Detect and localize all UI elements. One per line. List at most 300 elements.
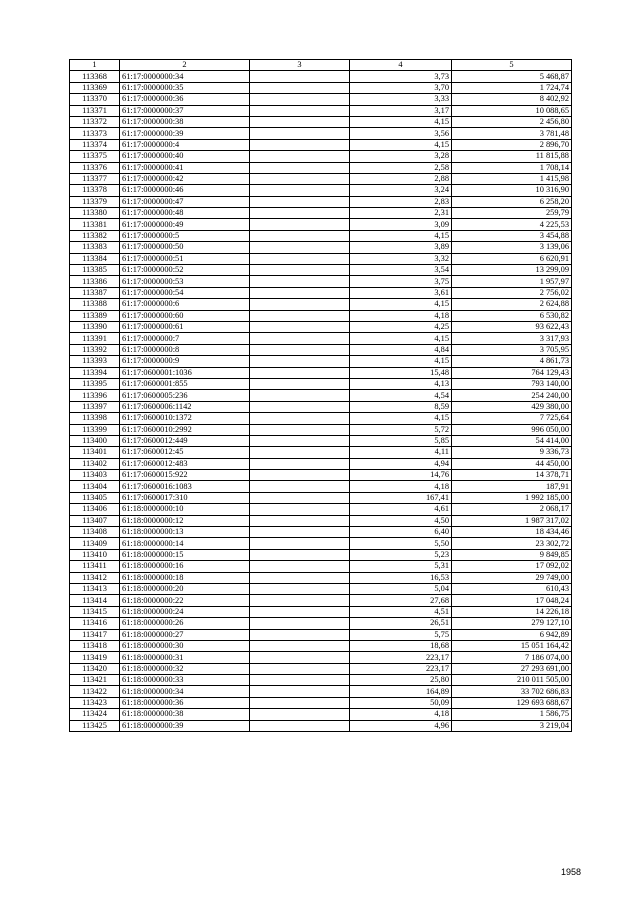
amount-cell: 6 530,82 <box>452 310 572 321</box>
cadastral-number-cell: 61:18:0000000:22 <box>120 595 250 606</box>
row-number-cell: 113412 <box>70 572 120 583</box>
value-cell: 5,50 <box>350 538 452 549</box>
empty-cell <box>250 367 350 378</box>
empty-cell <box>250 458 350 469</box>
value-cell: 4,54 <box>350 390 452 401</box>
empty-cell <box>250 583 350 594</box>
amount-cell: 10 088,65 <box>452 105 572 116</box>
amount-cell: 1 415,98 <box>452 173 572 184</box>
value-cell: 3,28 <box>350 151 452 162</box>
row-number-cell: 113409 <box>70 538 120 549</box>
row-number-cell: 113394 <box>70 367 120 378</box>
amount-cell: 4 861,73 <box>452 356 572 367</box>
amount-cell: 54 414,00 <box>452 435 572 446</box>
cadastral-number-cell: 61:17:0000000:47 <box>120 196 250 207</box>
table-row <box>70 230 572 241</box>
row-number-cell: 113378 <box>70 185 120 196</box>
row-number-cell: 113395 <box>70 378 120 389</box>
empty-cell <box>250 230 350 241</box>
amount-cell: 1 724,74 <box>452 82 572 93</box>
column-header: 4 <box>350 60 452 71</box>
empty-cell <box>250 709 350 720</box>
table-row <box>70 424 572 435</box>
cadastral-number-cell: 61:17:0600012:483 <box>120 458 250 469</box>
cadastral-number-cell: 61:18:0000000:39 <box>120 720 250 731</box>
amount-cell: 9 336,73 <box>452 447 572 458</box>
empty-cell <box>250 697 350 708</box>
cadastral-number-cell: 61:17:0600001:855 <box>120 378 250 389</box>
empty-cell <box>250 492 350 503</box>
amount-cell: 2 756,02 <box>452 287 572 298</box>
row-number-cell: 113396 <box>70 390 120 401</box>
data-table <box>69 59 572 732</box>
value-cell: 8,59 <box>350 401 452 412</box>
cadastral-number-cell: 61:18:0000000:13 <box>120 527 250 538</box>
row-number-cell: 113422 <box>70 686 120 697</box>
value-cell: 27,68 <box>350 595 452 606</box>
empty-cell <box>250 549 350 560</box>
row-number-cell: 113404 <box>70 481 120 492</box>
amount-cell: 129 693 688,67 <box>452 697 572 708</box>
row-number-cell: 113375 <box>70 151 120 162</box>
cadastral-number-cell: 61:18:0000000:27 <box>120 629 250 640</box>
row-number-cell: 113387 <box>70 287 120 298</box>
amount-cell: 3 705,95 <box>452 344 572 355</box>
amount-cell: 210 011 505,00 <box>452 675 572 686</box>
empty-cell <box>250 640 350 651</box>
table-row <box>70 185 572 196</box>
value-cell: 4,84 <box>350 344 452 355</box>
empty-cell <box>250 299 350 310</box>
row-number-cell: 113373 <box>70 128 120 139</box>
cadastral-number-cell: 61:18:0000000:14 <box>120 538 250 549</box>
row-number-cell: 113386 <box>70 276 120 287</box>
table-row <box>70 515 572 526</box>
cadastral-number-cell: 61:18:0000000:24 <box>120 606 250 617</box>
amount-cell: 44 450,00 <box>452 458 572 469</box>
cadastral-number-cell: 61:17:0000000:60 <box>120 310 250 321</box>
value-cell: 4,18 <box>350 481 452 492</box>
empty-cell <box>250 572 350 583</box>
table-row <box>70 458 572 469</box>
row-number-cell: 113384 <box>70 253 120 264</box>
amount-cell: 2 896,70 <box>452 139 572 150</box>
cadastral-number-cell: 61:17:0600010:1372 <box>120 413 250 424</box>
amount-cell: 3 219,04 <box>452 720 572 731</box>
value-cell: 5,23 <box>350 549 452 560</box>
row-number-cell: 113385 <box>70 265 120 276</box>
value-cell: 3,61 <box>350 287 452 298</box>
empty-cell <box>250 82 350 93</box>
cadastral-number-cell: 61:17:0600005:236 <box>120 390 250 401</box>
empty-cell <box>250 321 350 332</box>
value-cell: 3,33 <box>350 94 452 105</box>
amount-cell: 259,79 <box>452 208 572 219</box>
cadastral-number-cell: 61:18:0000000:26 <box>120 618 250 629</box>
row-number-cell: 113393 <box>70 356 120 367</box>
cadastral-number-cell: 61:18:0000000:12 <box>120 515 250 526</box>
value-cell: 2,83 <box>350 196 452 207</box>
amount-cell: 1 586,75 <box>452 709 572 720</box>
row-number-cell: 113414 <box>70 595 120 606</box>
value-cell: 4,25 <box>350 321 452 332</box>
amount-cell: 27 293 691,00 <box>452 663 572 674</box>
table-row <box>70 549 572 560</box>
cadastral-number-cell: 61:17:0000000:7 <box>120 333 250 344</box>
table-row <box>70 447 572 458</box>
value-cell: 4,61 <box>350 504 452 515</box>
row-number-cell: 113381 <box>70 219 120 230</box>
amount-cell: 764 129,43 <box>452 367 572 378</box>
cadastral-number-cell: 61:18:0000000:10 <box>120 504 250 515</box>
empty-cell <box>250 287 350 298</box>
table-header-row <box>70 60 572 71</box>
table-row <box>70 470 572 481</box>
row-number-cell: 113401 <box>70 447 120 458</box>
cadastral-number-cell: 61:17:0000000:8 <box>120 344 250 355</box>
row-number-cell: 113368 <box>70 71 120 82</box>
amount-cell: 14 226,18 <box>452 606 572 617</box>
value-cell: 3,56 <box>350 128 452 139</box>
empty-cell <box>250 413 350 424</box>
row-number-cell: 113369 <box>70 82 120 93</box>
value-cell: 4,18 <box>350 310 452 321</box>
amount-cell: 9 849,85 <box>452 549 572 560</box>
amount-cell: 254 240,00 <box>452 390 572 401</box>
cadastral-number-cell: 61:17:0000000:40 <box>120 151 250 162</box>
value-cell: 25,80 <box>350 675 452 686</box>
amount-cell: 279 127,10 <box>452 618 572 629</box>
cadastral-number-cell: 61:17:0600010:2992 <box>120 424 250 435</box>
cadastral-number-cell: 61:17:0000000:38 <box>120 116 250 127</box>
cadastral-number-cell: 61:17:0000000:42 <box>120 173 250 184</box>
empty-cell <box>250 356 350 367</box>
cadastral-number-cell: 61:18:0000000:31 <box>120 652 250 663</box>
cadastral-number-cell: 61:17:0000000:48 <box>120 208 250 219</box>
amount-cell: 8 402,92 <box>452 94 572 105</box>
cadastral-number-cell: 61:17:0600015:922 <box>120 470 250 481</box>
table-row <box>70 333 572 344</box>
cadastral-number-cell: 61:17:0000000:6 <box>120 299 250 310</box>
row-number-cell: 113372 <box>70 116 120 127</box>
row-number-cell: 113398 <box>70 413 120 424</box>
empty-cell <box>250 276 350 287</box>
table-row <box>70 709 572 720</box>
table-row <box>70 139 572 150</box>
table-row <box>70 208 572 219</box>
amount-cell: 793 140,00 <box>452 378 572 389</box>
table-row <box>70 116 572 127</box>
empty-cell <box>250 515 350 526</box>
amount-cell: 13 299,09 <box>452 265 572 276</box>
amount-cell: 2 624,88 <box>452 299 572 310</box>
cadastral-number-cell: 61:17:0000000:61 <box>120 321 250 332</box>
value-cell: 26,51 <box>350 618 452 629</box>
empty-cell <box>250 310 350 321</box>
amount-cell: 1 987 317,02 <box>452 515 572 526</box>
empty-cell <box>250 595 350 606</box>
empty-cell <box>250 652 350 663</box>
table-row <box>70 595 572 606</box>
row-number-cell: 113389 <box>70 310 120 321</box>
amount-cell: 4 225,53 <box>452 219 572 230</box>
value-cell: 5,75 <box>350 629 452 640</box>
cadastral-number-cell: 61:17:0000000:53 <box>120 276 250 287</box>
row-number-cell: 113408 <box>70 527 120 538</box>
cadastral-number-cell: 61:17:0000000:5 <box>120 230 250 241</box>
empty-cell <box>250 151 350 162</box>
cadastral-number-cell: 61:17:0000000:52 <box>120 265 250 276</box>
row-number-cell: 113374 <box>70 139 120 150</box>
cadastral-number-cell: 61:18:0000000:16 <box>120 561 250 572</box>
row-number-cell: 113399 <box>70 424 120 435</box>
value-cell: 223,17 <box>350 663 452 674</box>
empty-cell <box>250 481 350 492</box>
table-row <box>70 321 572 332</box>
row-number-cell: 113383 <box>70 242 120 253</box>
value-cell: 6,40 <box>350 527 452 538</box>
value-cell: 223,17 <box>350 652 452 663</box>
cadastral-number-cell: 61:18:0000000:18 <box>120 572 250 583</box>
cadastral-number-cell: 61:17:0600016:1083 <box>120 481 250 492</box>
empty-cell <box>250 720 350 731</box>
row-number-cell: 113390 <box>70 321 120 332</box>
empty-cell <box>250 185 350 196</box>
row-number-cell: 113382 <box>70 230 120 241</box>
empty-cell <box>250 344 350 355</box>
table-row <box>70 151 572 162</box>
amount-cell: 2 456,80 <box>452 116 572 127</box>
cadastral-number-cell: 61:18:0000000:15 <box>120 549 250 560</box>
cadastral-number-cell: 61:18:0000000:36 <box>120 697 250 708</box>
empty-cell <box>250 116 350 127</box>
table-row <box>70 173 572 184</box>
table-row <box>70 640 572 651</box>
cadastral-number-cell: 61:17:0000000:4 <box>120 139 250 150</box>
table-row <box>70 481 572 492</box>
row-number-cell: 113410 <box>70 549 120 560</box>
empty-cell <box>250 390 350 401</box>
amount-cell: 6 942,89 <box>452 629 572 640</box>
amount-cell: 17 048,24 <box>452 595 572 606</box>
row-number-cell: 113388 <box>70 299 120 310</box>
amount-cell: 23 302,72 <box>452 538 572 549</box>
amount-cell: 187,91 <box>452 481 572 492</box>
amount-cell: 3 139,06 <box>452 242 572 253</box>
empty-cell <box>250 105 350 116</box>
column-header: 1 <box>70 60 120 71</box>
empty-cell <box>250 527 350 538</box>
empty-cell <box>250 538 350 549</box>
row-number-cell: 113377 <box>70 173 120 184</box>
row-number-cell: 113376 <box>70 162 120 173</box>
empty-cell <box>250 253 350 264</box>
amount-cell: 6 258,20 <box>452 196 572 207</box>
table-row <box>70 663 572 674</box>
row-number-cell: 113421 <box>70 675 120 686</box>
amount-cell: 3 317,93 <box>452 333 572 344</box>
cadastral-number-cell: 61:17:0000000:41 <box>120 162 250 173</box>
amount-cell: 429 380,00 <box>452 401 572 412</box>
value-cell: 4,15 <box>350 333 452 344</box>
empty-cell <box>250 242 350 253</box>
value-cell: 4,15 <box>350 356 452 367</box>
row-number-cell: 113379 <box>70 196 120 207</box>
empty-cell <box>250 561 350 572</box>
row-number-cell: 113418 <box>70 640 120 651</box>
cadastral-number-cell: 61:17:0000000:9 <box>120 356 250 367</box>
column-header: 3 <box>250 60 350 71</box>
cadastral-number-cell: 61:18:0000000:20 <box>120 583 250 594</box>
table-row <box>70 572 572 583</box>
cadastral-number-cell: 61:17:0000000:54 <box>120 287 250 298</box>
table-row <box>70 675 572 686</box>
cadastral-number-cell: 61:17:0600012:449 <box>120 435 250 446</box>
row-number-cell: 113371 <box>70 105 120 116</box>
amount-cell: 1 957,97 <box>452 276 572 287</box>
table-row <box>70 94 572 105</box>
empty-cell <box>250 173 350 184</box>
cadastral-number-cell: 61:17:0600001:1036 <box>120 367 250 378</box>
table-row <box>70 538 572 549</box>
cadastral-number-cell: 61:17:0000000:50 <box>120 242 250 253</box>
row-number-cell: 113400 <box>70 435 120 446</box>
value-cell: 4,15 <box>350 116 452 127</box>
value-cell: 5,04 <box>350 583 452 594</box>
value-cell: 3,75 <box>350 276 452 287</box>
value-cell: 4,15 <box>350 139 452 150</box>
empty-cell <box>250 686 350 697</box>
amount-cell: 3 781,48 <box>452 128 572 139</box>
row-number-cell: 113423 <box>70 697 120 708</box>
cadastral-number-cell: 61:18:0000000:32 <box>120 663 250 674</box>
amount-cell: 3 454,88 <box>452 230 572 241</box>
table-row <box>70 720 572 731</box>
row-number-cell: 113424 <box>70 709 120 720</box>
table-row <box>70 618 572 629</box>
value-cell: 4,11 <box>350 447 452 458</box>
amount-cell: 93 622,43 <box>452 321 572 332</box>
value-cell: 5,31 <box>350 561 452 572</box>
amount-cell: 18 434,46 <box>452 527 572 538</box>
value-cell: 4,51 <box>350 606 452 617</box>
page-number: 1958 <box>561 867 582 877</box>
table-row <box>70 196 572 207</box>
row-number-cell: 113419 <box>70 652 120 663</box>
amount-cell: 1 992 185,00 <box>452 492 572 503</box>
table-row <box>70 71 572 82</box>
empty-cell <box>250 333 350 344</box>
value-cell: 3,32 <box>350 253 452 264</box>
table-row <box>70 367 572 378</box>
row-number-cell: 113407 <box>70 515 120 526</box>
row-number-cell: 113405 <box>70 492 120 503</box>
value-cell: 5,72 <box>350 424 452 435</box>
value-cell: 4,13 <box>350 378 452 389</box>
row-number-cell: 113413 <box>70 583 120 594</box>
empty-cell <box>250 504 350 515</box>
cadastral-number-cell: 61:17:0600017:310 <box>120 492 250 503</box>
amount-cell: 1 708,14 <box>452 162 572 173</box>
table-row <box>70 128 572 139</box>
value-cell: 2,88 <box>350 173 452 184</box>
table-row <box>70 356 572 367</box>
table-row <box>70 265 572 276</box>
cadastral-number-cell: 61:17:0000000:34 <box>120 71 250 82</box>
table-row <box>70 105 572 116</box>
empty-cell <box>250 265 350 276</box>
value-cell: 4,15 <box>350 299 452 310</box>
table-row <box>70 629 572 640</box>
table-row <box>70 561 572 572</box>
empty-cell <box>250 424 350 435</box>
empty-cell <box>250 618 350 629</box>
value-cell: 164,89 <box>350 686 452 697</box>
empty-cell <box>250 470 350 481</box>
table-row <box>70 504 572 515</box>
amount-cell: 2 068,17 <box>452 504 572 515</box>
row-number-cell: 113370 <box>70 94 120 105</box>
value-cell: 14,76 <box>350 470 452 481</box>
value-cell: 3,73 <box>350 71 452 82</box>
amount-cell: 7 725,64 <box>452 413 572 424</box>
table-row <box>70 344 572 355</box>
cadastral-number-cell: 61:17:0600012:45 <box>120 447 250 458</box>
value-cell: 3,70 <box>350 82 452 93</box>
amount-cell: 996 050,00 <box>452 424 572 435</box>
table-row <box>70 162 572 173</box>
row-number-cell: 113415 <box>70 606 120 617</box>
amount-cell: 17 092,02 <box>452 561 572 572</box>
empty-cell <box>250 663 350 674</box>
value-cell: 50,09 <box>350 697 452 708</box>
table-row <box>70 390 572 401</box>
empty-cell <box>250 128 350 139</box>
row-number-cell: 113425 <box>70 720 120 731</box>
value-cell: 18,68 <box>350 640 452 651</box>
empty-cell <box>250 629 350 640</box>
empty-cell <box>250 196 350 207</box>
cadastral-number-cell: 61:17:0000000:37 <box>120 105 250 116</box>
amount-cell: 15 051 164,42 <box>452 640 572 651</box>
amount-cell: 29 749,00 <box>452 572 572 583</box>
value-cell: 2,58 <box>350 162 452 173</box>
cadastral-number-cell: 61:18:0000000:34 <box>120 686 250 697</box>
row-number-cell: 113402 <box>70 458 120 469</box>
amount-cell: 6 620,91 <box>452 253 572 264</box>
empty-cell <box>250 378 350 389</box>
column-header: 5 <box>452 60 572 71</box>
table-row <box>70 378 572 389</box>
cadastral-number-cell: 61:17:0000000:49 <box>120 219 250 230</box>
table-body <box>70 71 572 732</box>
amount-cell: 33 702 686,83 <box>452 686 572 697</box>
table-row <box>70 401 572 412</box>
empty-cell <box>250 162 350 173</box>
row-number-cell: 113416 <box>70 618 120 629</box>
table-row <box>70 583 572 594</box>
value-cell: 2,31 <box>350 208 452 219</box>
value-cell: 4,18 <box>350 709 452 720</box>
cadastral-number-cell: 61:17:0000000:35 <box>120 82 250 93</box>
table-row <box>70 686 572 697</box>
table-row <box>70 276 572 287</box>
table-row <box>70 697 572 708</box>
table-row <box>70 310 572 321</box>
table-row <box>70 413 572 424</box>
value-cell: 3,54 <box>350 265 452 276</box>
table-row <box>70 82 572 93</box>
